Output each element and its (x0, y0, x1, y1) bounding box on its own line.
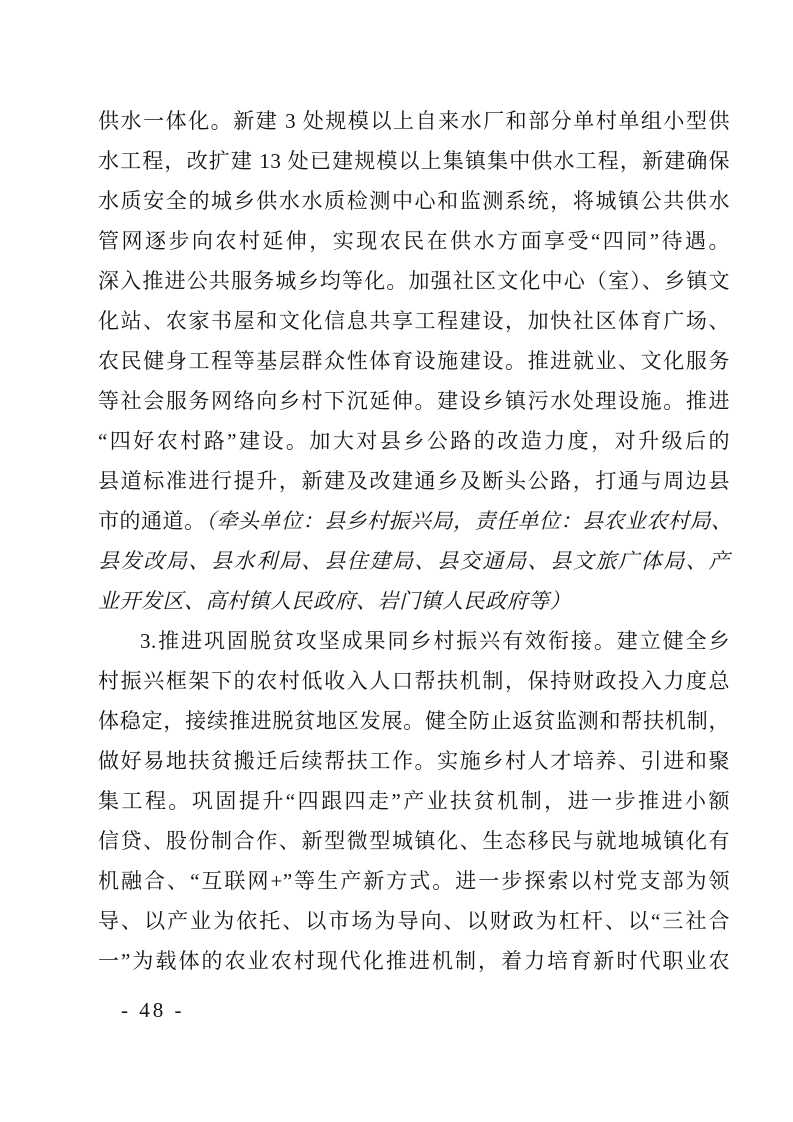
document-line: 信贷、股份制合作、新型微型城镇化、生态移民与就地城镇化有 (98, 829, 730, 853)
document-line: 导、以产业为依托、以市场为导向、以财政为杠杆、以“三社合 (98, 909, 730, 933)
document-line: 等社会服务网络向乡村下沉延伸。建设乡镇污水处理设施。推进 (98, 389, 730, 413)
document-line: 集工程。巩固提升“四跟四走”产业扶贫机制，进一步推进小额 (98, 789, 730, 813)
document-line: 业开发区、高村镇人民政府、岩门镇人民政府等） (98, 589, 571, 613)
document-line: 县发改局、县水利局、县住建局、县交通局、县文旅广体局、产 (98, 549, 730, 573)
document-line: 水质安全的城乡供水水质检测中心和监测系统，将城镇公共供水 (98, 189, 730, 213)
document-line-body-segment: 市的通道。 (98, 509, 206, 533)
document-line: 水工程，改扩建 13 处已建规模以上集镇集中供水工程，新建确保 (98, 149, 730, 173)
document-line: 做好易地扶贫搬迁后续帮扶工作。实施乡村人才培养、引进和聚 (98, 749, 730, 773)
document-line: 管网逐步向农村延伸，实现农民在供水方面享受“四同”待遇。 (98, 229, 730, 253)
document-line: 县道标准进行提升，新建及改建通乡及断头公路，打通与周边县 (98, 469, 730, 493)
document-line (98, 501, 733, 541)
document-line: 体稳定，接续推进脱贫地区发展。健全防止返贫监测和帮扶机制， (98, 709, 730, 733)
document-line: 化站、农家书屋和文化信息共享工程建设，加快社区体育广场、 (98, 309, 730, 333)
document-line: “四好农村路”建设。加大对县乡公路的改造力度，对升级后的 (98, 429, 730, 453)
document-line: 供水一体化。新建 3 处规模以上自来水厂和部分单村单组小型供 (98, 109, 730, 133)
document-line: 深入推进公共服务城乡均等化。加强社区文化中心（室）、乡镇文 (98, 269, 730, 293)
page-number: - 48 - (121, 998, 185, 1022)
document-line: 一”为载体的农业农村现代化推进机制，着力培育新时代职业农 (98, 949, 730, 973)
document-line: 3.推进巩固脱贫攻坚成果同乡村振兴有效衔接。建立健全乡 (140, 629, 730, 653)
document-line-unit-clause-segment: （牵头单位：县乡村振兴局，责任单位：县农业农村局、 (205, 509, 733, 533)
document-text-block (98, 101, 733, 981)
document-line: 农民健身工程等基层群众性体育设施建设。推进就业、文化服务 (98, 349, 730, 373)
document-line: 机融合、“互联网+”等生产新方式。进一步探索以村党支部为领 (98, 869, 730, 893)
document-line: 村振兴框架下的农村低收入人口帮扶机制，保持财政投入力度总 (98, 669, 730, 693)
